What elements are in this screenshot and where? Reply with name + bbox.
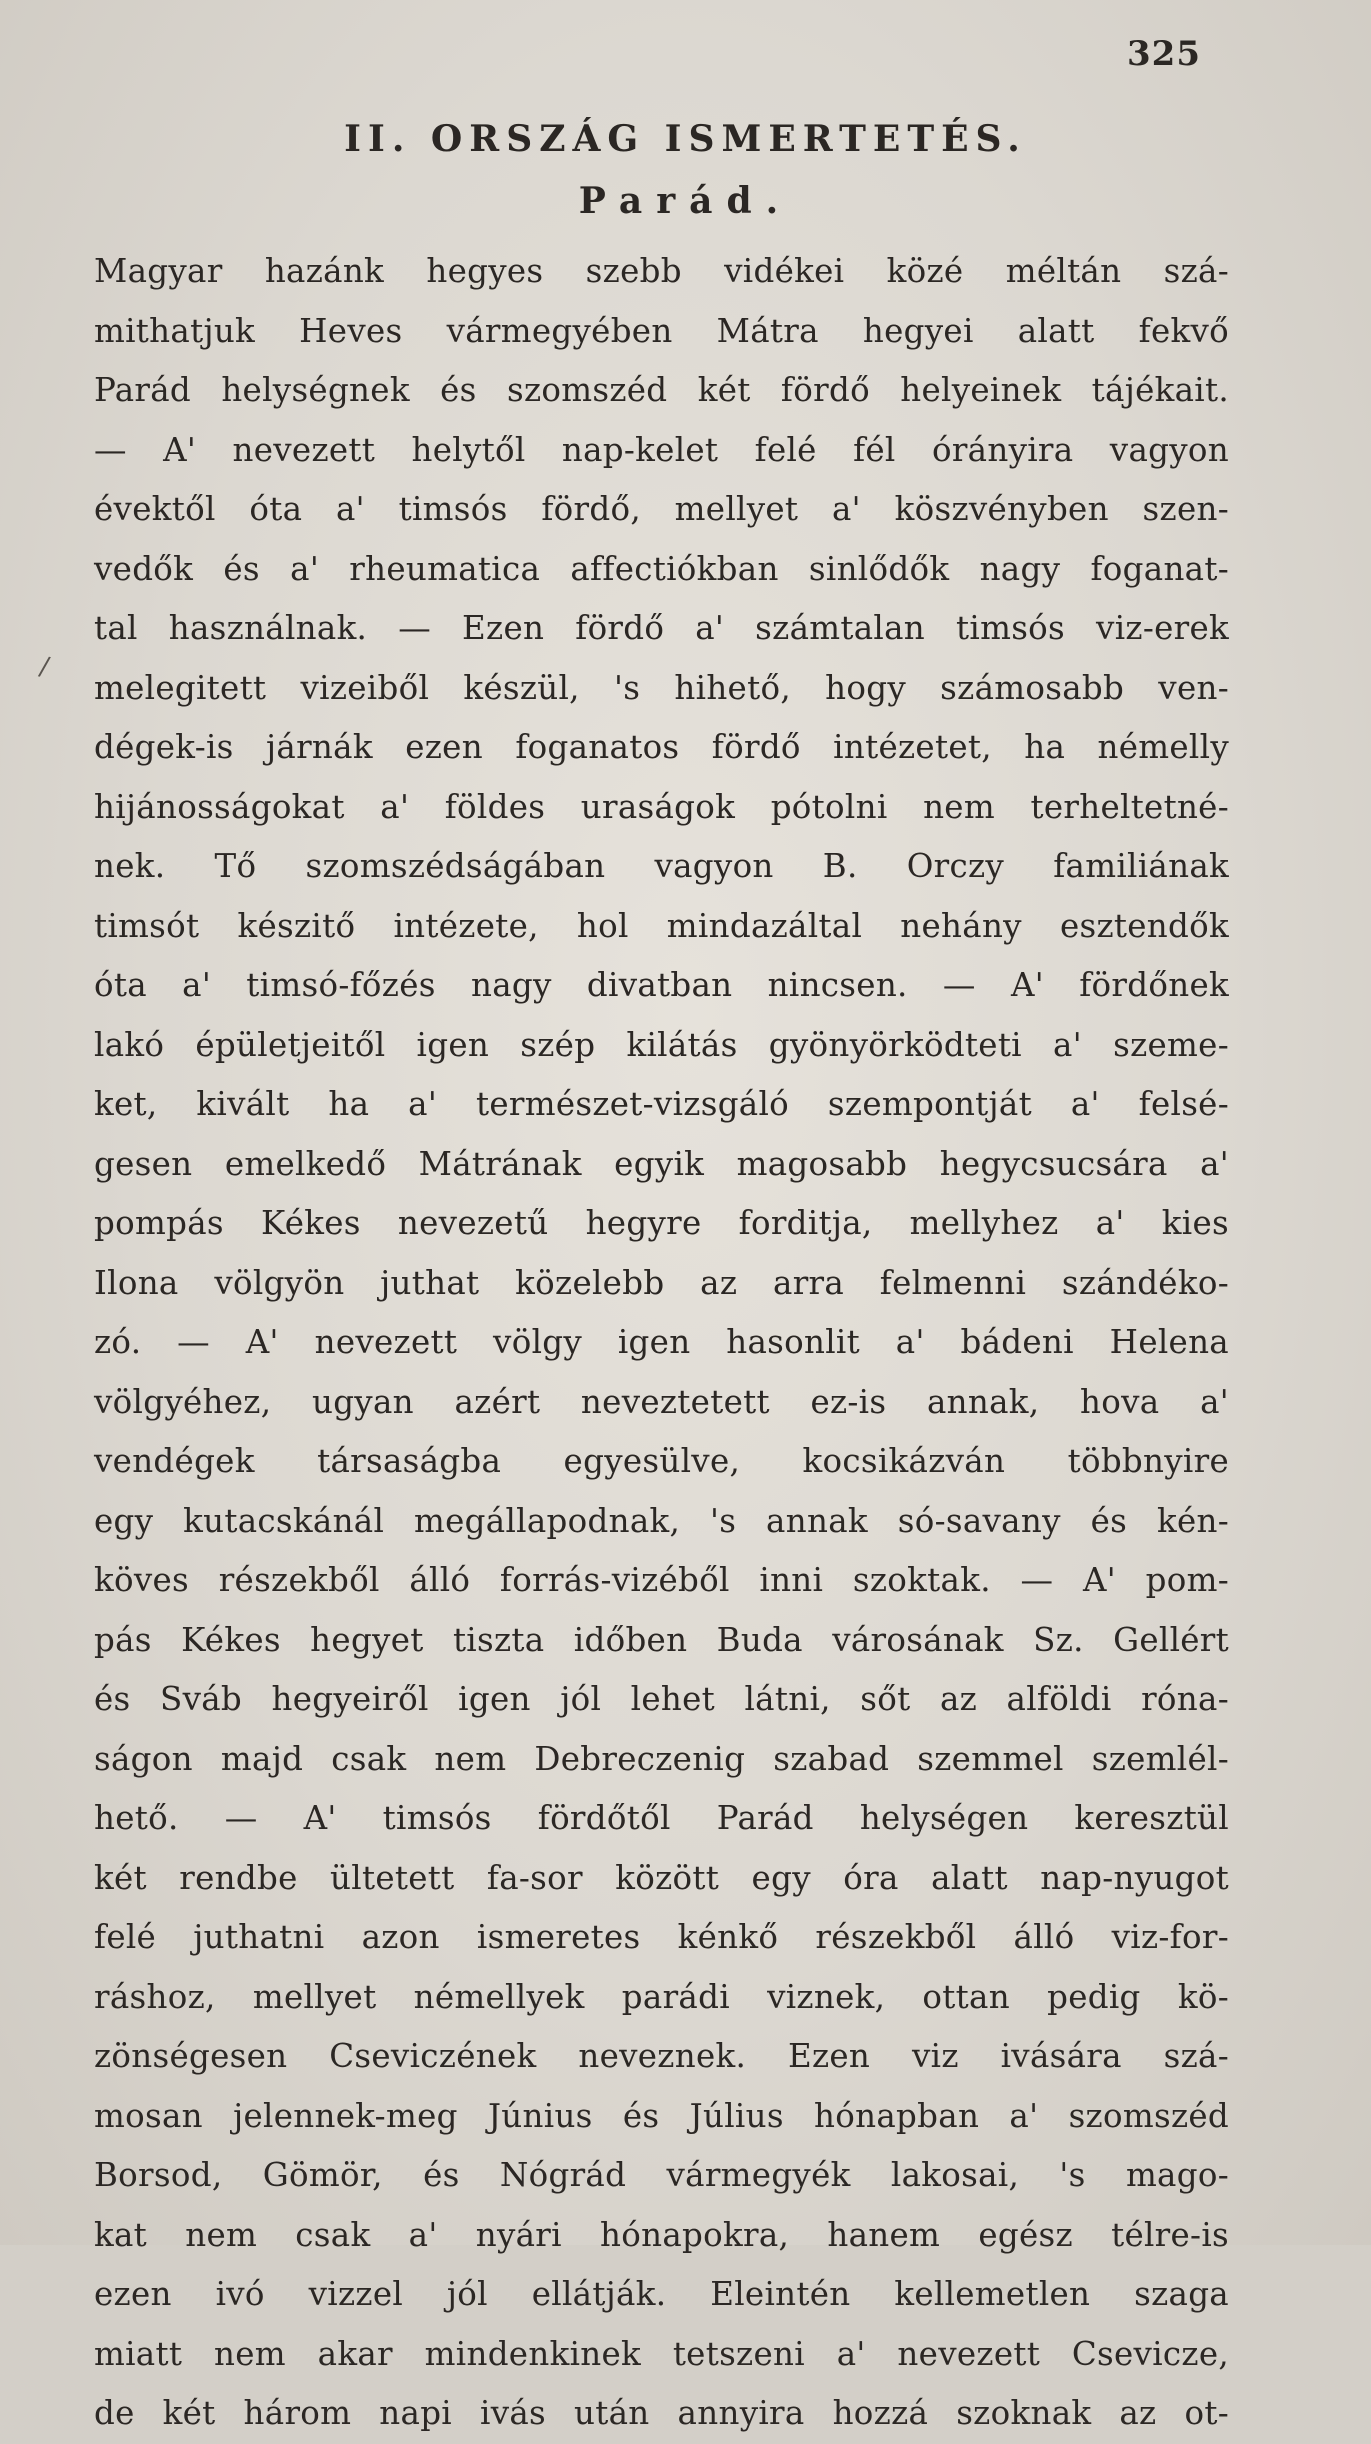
text-line: kat nem csak a' nyári hónapokra, hanem egész télre-is xyxy=(94,2215,1229,2254)
text-line: ráshoz, mellyet némellyek parádi viznek, ottan pedig kö- xyxy=(94,1977,1229,2016)
text-line: pás Kékes hegyet tiszta időben Buda városának Sz. Gellért xyxy=(94,1620,1229,1659)
page-number: 325 xyxy=(1127,34,1201,74)
text-line: melegitett vizeiből készül, 's hihető, hogy számosabb ven- xyxy=(94,668,1229,707)
text-line: dégek-is járnák ezen foganatos fördő intézetet, ha némelly xyxy=(94,728,1229,766)
text-line: és Sváb hegyeiről igen jól lehet látni, sőt az alföldi róna- xyxy=(94,1680,1229,1718)
text-line: gesen emelkedő Mátrának egyik magosabb hegycsucsára a' xyxy=(94,1144,1229,1183)
text-line: Parád helységnek és szomszéd két fördő helyeinek tájékait. xyxy=(94,371,1229,409)
text-line: mithatjuk Heves vármegyében Mátra hegyei alatt fekvő xyxy=(94,311,1229,350)
text-line: vedők és a' rheumatica affectiókban sinlődők nagy foganat- xyxy=(94,549,1229,588)
text-line: Ilona völgyön juthat közelebb az arra felmenni szándéko- xyxy=(94,1263,1229,1302)
text-line: vendégek társaságba egyesülve, kocsikázván többnyire xyxy=(94,1442,1229,1480)
text-line: két rendbe ültetett fa-sor között egy óra alatt nap-nyugot xyxy=(94,1858,1229,1897)
text-line: zönségesen Cseviczének neveznek. Ezen viz ivására szá- xyxy=(94,2037,1229,2075)
text-line: zó. — A' nevezett völgy igen hasonlit a' bádeni Helena xyxy=(94,1323,1229,1361)
text-line: timsót készitő intézete, hol mindazáltal nehány esztendők xyxy=(94,906,1229,945)
text-line: ket, kivált ha a' természet-vizsgáló szempontját a' felsé- xyxy=(94,1085,1229,1123)
body-text xyxy=(94,242,1229,2444)
text-line: évektől óta a' timsós fördő, mellyet a' köszvényben szen- xyxy=(94,490,1229,528)
text-line: völgyéhez, ugyan azért neveztetett ez-is annak, hova a' xyxy=(94,1382,1229,1421)
text-line: de két három napi ivás után annyira hozzá szoknak az ot- xyxy=(94,2394,1229,2432)
text-line: miatt nem akar mindenkinek tetszeni a' nevezett Csevicze, xyxy=(94,2334,1229,2373)
margin-mark: / xyxy=(36,651,52,683)
text-line: hető. — A' timsós fördőtől Parád helységen keresztül xyxy=(94,1799,1229,1837)
text-line: Borsod, Gömör, és Nógrád vármegyék lakosai, 's mago- xyxy=(94,2156,1229,2194)
text-line: hijánosságokat a' földes uraságok pótolni nem terheltetné- xyxy=(94,787,1229,826)
text-line: ságon majd csak nem Debreczenig szabad szemmel szemlél- xyxy=(94,1739,1229,1778)
text-line: felé juthatni azon ismeretes kénkő részekből álló viz-for- xyxy=(94,1918,1229,1956)
text-line: ezen ivó vizzel jól ellátják. Eleintén kellemetlen szaga xyxy=(94,2275,1229,2313)
text-line: nek. Tő szomszédságában vagyon B. Orczy familiának xyxy=(94,847,1229,885)
text-line: pompás Kékes nevezetű hegyre forditja, mellyhez a' kies xyxy=(94,1204,1229,1242)
text-line: köves részekből álló forrás-vizéből inni szoktak. — A' pom- xyxy=(94,1561,1229,1599)
text-line: lakó épületjeitől igen szép kilátás gyönyörködteti a' szeme- xyxy=(94,1025,1229,1064)
article-title: Parád. xyxy=(578,180,793,222)
text-line: tal használnak. — Ezen fördő a' számtalan timsós viz-erek xyxy=(94,609,1229,647)
text-line: egy kutacskánál megállapodnak, 's annak só-savany és kén- xyxy=(94,1501,1229,1540)
text-line: mosan jelennek-meg Június és Július hónapban a' szomszéd xyxy=(94,2096,1229,2135)
text-line: óta a' timsó-főzés nagy divatban nincsen. — A' fördőnek xyxy=(94,966,1229,1004)
section-title: II. ORSZÁG ISMERTETÉS. xyxy=(344,118,1027,160)
text-line: — A' nevezett helytől nap-kelet felé fél órányira vagyon xyxy=(94,430,1229,469)
text-line: Magyar hazánk hegyes szebb vidékei közé méltán szá- xyxy=(94,252,1229,290)
